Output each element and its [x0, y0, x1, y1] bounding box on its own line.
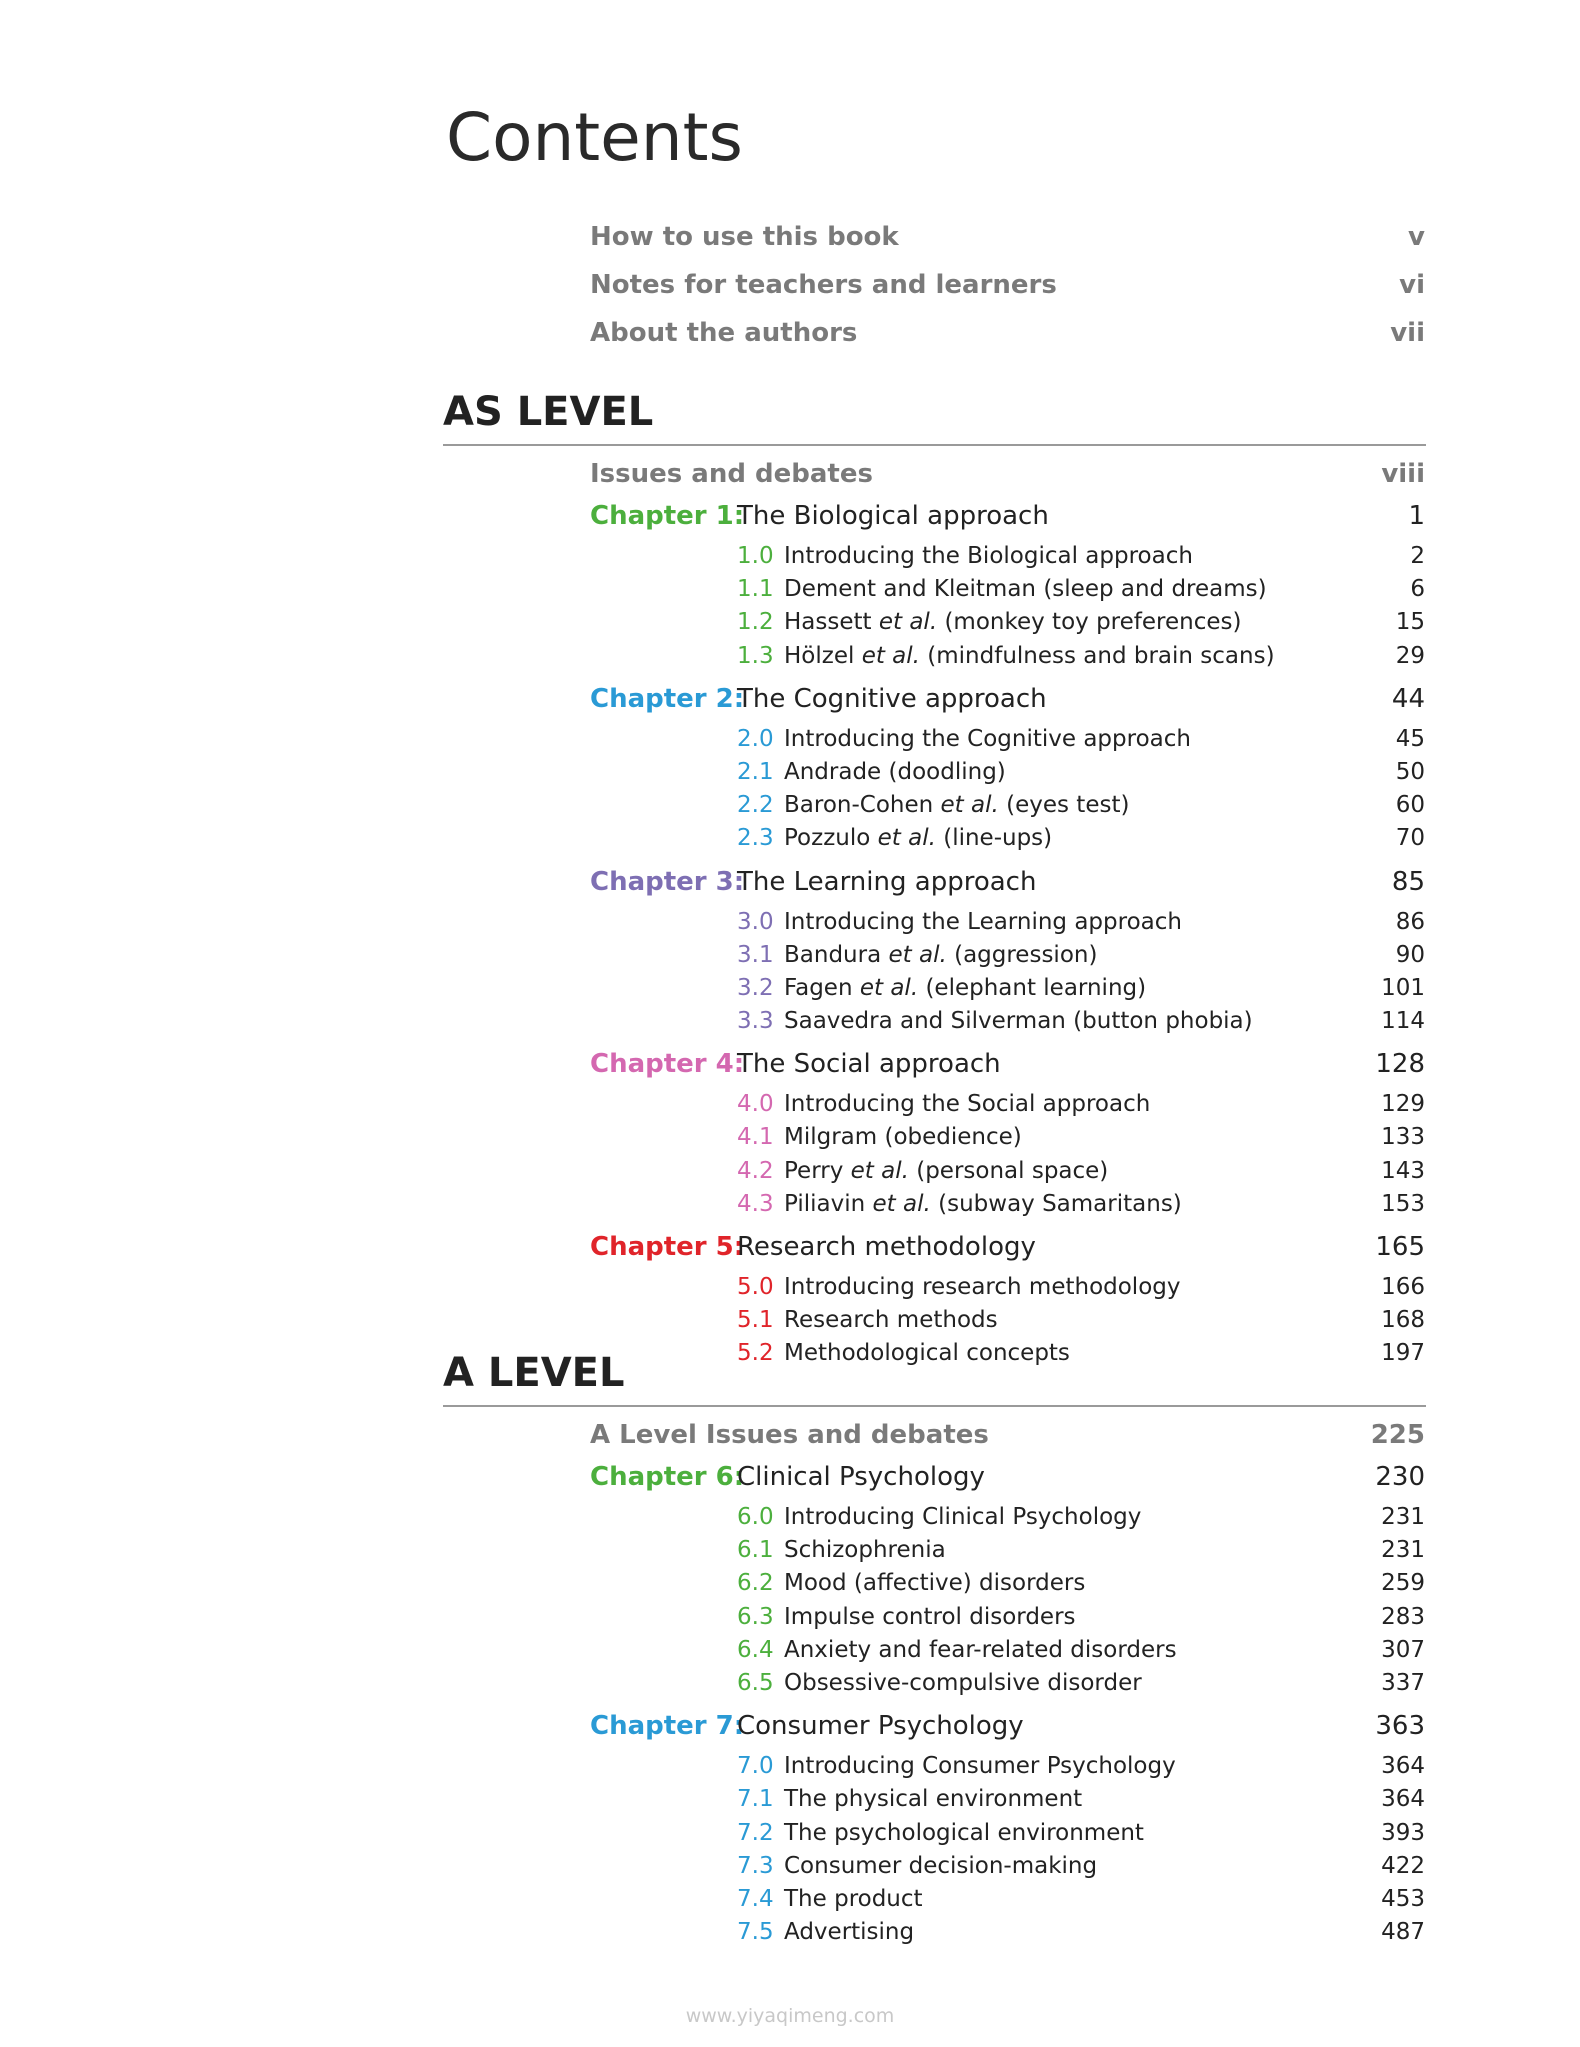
- section-row[interactable]: [590, 1919, 1425, 1952]
- front-matter: [590, 222, 1425, 366]
- section-number: 4.0: [737, 1091, 774, 1118]
- toc-text: vi: [1399, 270, 1425, 300]
- section-number: 7.2: [737, 1819, 774, 1846]
- section-title: Consumer decision-making: [784, 1852, 1098, 1879]
- as-level-header: [443, 389, 1426, 446]
- section-number: 3.3: [737, 1008, 774, 1035]
- section-number: 7.3: [737, 1852, 774, 1879]
- page-number: 231: [1381, 1537, 1425, 1564]
- section-number: 3.0: [737, 908, 774, 935]
- section-row[interactable]: [590, 975, 1425, 1008]
- chapter-title: The Learning approach: [737, 866, 1037, 897]
- page-title: Contents: [446, 99, 743, 176]
- section-number: 2.3: [737, 825, 774, 852]
- page-number: 487: [1381, 1919, 1425, 1946]
- toc-text: About the authors: [590, 318, 858, 348]
- section-row[interactable]: [590, 1886, 1425, 1919]
- section-row[interactable]: [590, 609, 1425, 642]
- section-title: Hölzel et al. (mindfulness and brain scans): [784, 642, 1275, 669]
- section-row[interactable]: [590, 726, 1425, 759]
- section-number: 1.3: [737, 642, 774, 669]
- chapter-title: The Cognitive approach: [737, 683, 1047, 714]
- section-title: Hassett et al. (monkey toy preferences): [784, 609, 1242, 636]
- front-matter-row[interactable]: [590, 270, 1425, 318]
- chapter-label: Chapter 2:: [590, 683, 745, 714]
- chapter-title: The Social approach: [737, 1049, 1001, 1080]
- issues-row[interactable]: [590, 1420, 1425, 1462]
- toc-text: viii: [1381, 459, 1425, 489]
- chapter-block-2: [590, 684, 1425, 859]
- section-row[interactable]: [590, 759, 1425, 792]
- section-title: Research methods: [784, 1307, 998, 1334]
- section-title: Bandura et al. (aggression): [784, 941, 1098, 968]
- page-number: 337: [1381, 1669, 1425, 1696]
- page-number: 85: [1391, 866, 1425, 897]
- section-title: Methodological concepts: [784, 1340, 1070, 1367]
- chapter-label: Chapter 1:: [590, 501, 745, 531]
- section-row[interactable]: [590, 1091, 1425, 1124]
- section-number: 1.2: [737, 609, 774, 636]
- section-title: Mood (affective) disorders: [784, 1570, 1086, 1597]
- page-number: 166: [1381, 1274, 1425, 1300]
- as-level-toc: [590, 459, 1425, 1382]
- section-row[interactable]: [590, 576, 1425, 609]
- front-matter-row[interactable]: [590, 318, 1425, 366]
- footer-watermark: www.yiyaqimeng.com: [685, 2005, 895, 2027]
- toc-text: A Level Issues and debates: [590, 1420, 989, 1450]
- chapter-label: Chapter 5:: [590, 1232, 745, 1262]
- section-number: 6.5: [737, 1669, 774, 1696]
- page-number: 363: [1375, 1711, 1425, 1742]
- section-title: Milgram (obedience): [784, 1124, 1022, 1151]
- page-number: 307: [1381, 1636, 1425, 1663]
- section-number: 7.5: [737, 1919, 774, 1946]
- section-row[interactable]: [590, 1637, 1425, 1670]
- section-row[interactable]: [590, 942, 1425, 975]
- section-row[interactable]: [590, 1753, 1425, 1786]
- page-number: 453: [1381, 1885, 1425, 1912]
- section-row[interactable]: [590, 792, 1425, 825]
- chapter-title: Research methodology: [737, 1232, 1036, 1262]
- section-number: 2.2: [737, 792, 774, 819]
- section-row[interactable]: [590, 1670, 1425, 1703]
- as-level-heading: AS LEVEL: [443, 389, 654, 435]
- toc-text: 225: [1370, 1420, 1425, 1450]
- section-number: 2.0: [737, 725, 774, 752]
- section-row[interactable]: [590, 1158, 1425, 1191]
- section-number: 6.3: [737, 1603, 774, 1630]
- section-number: 2.1: [737, 758, 774, 785]
- section-row[interactable]: [590, 1124, 1425, 1157]
- front-matter-row[interactable]: [590, 222, 1425, 270]
- chapter-label: Chapter 4:: [590, 1049, 745, 1080]
- chapter-block-1: [590, 501, 1425, 676]
- section-title: Introducing the Biological approach: [784, 543, 1193, 569]
- chapter-block-3: [590, 867, 1425, 1042]
- chapter-row[interactable]: [590, 1462, 1425, 1504]
- section-row[interactable]: [590, 909, 1425, 942]
- page-number: 133: [1381, 1124, 1425, 1151]
- section-number: 5.2: [737, 1340, 774, 1367]
- section-number: 1.0: [737, 543, 774, 569]
- page-number: 143: [1381, 1157, 1425, 1184]
- chapter-row[interactable]: [590, 1049, 1425, 1091]
- page-number: 197: [1381, 1340, 1425, 1367]
- section-number: 7.4: [737, 1885, 774, 1912]
- section-number: 7.0: [737, 1753, 774, 1780]
- page-number: 128: [1375, 1049, 1425, 1080]
- section-title: Fagen et al. (elephant learning): [784, 974, 1147, 1001]
- section-row[interactable]: [590, 1853, 1425, 1886]
- chapter-row[interactable]: [590, 684, 1425, 726]
- section-number: 4.2: [737, 1157, 774, 1184]
- section-row[interactable]: [590, 1537, 1425, 1570]
- chapter-row[interactable]: [590, 1232, 1425, 1274]
- a-level-heading: A LEVEL: [443, 1350, 625, 1396]
- page-number: 50: [1395, 758, 1425, 785]
- page-number: 259: [1381, 1570, 1425, 1597]
- page-number: 422: [1381, 1852, 1425, 1879]
- page-number: 231: [1381, 1504, 1425, 1530]
- section-number: 4.3: [737, 1190, 774, 1217]
- chapter-block-6: [590, 1462, 1425, 1703]
- chapter-label: Chapter 7:: [590, 1711, 745, 1742]
- section-title: Baron-Cohen et al. (eyes test): [784, 792, 1130, 819]
- chapter-row[interactable]: [590, 867, 1425, 909]
- section-title: Introducing research methodology: [784, 1274, 1181, 1300]
- section-row[interactable]: [590, 825, 1425, 858]
- page-number: 70: [1395, 825, 1425, 852]
- page-number: 2: [1410, 543, 1425, 569]
- section-number: 7.1: [737, 1786, 774, 1813]
- section-row[interactable]: [590, 1274, 1425, 1307]
- chapter-block-7: [590, 1711, 1425, 1952]
- section-title: Introducing the Cognitive approach: [784, 725, 1191, 752]
- page-number: 283: [1381, 1603, 1425, 1630]
- page-number: 393: [1381, 1819, 1425, 1846]
- toc-text: vii: [1390, 318, 1425, 348]
- section-title: Schizophrenia: [784, 1537, 946, 1564]
- section-row[interactable]: [590, 1191, 1425, 1224]
- section-number: 3.1: [737, 941, 774, 968]
- chapter-row[interactable]: [590, 501, 1425, 543]
- section-row[interactable]: [590, 1504, 1425, 1537]
- page-number: 129: [1381, 1091, 1425, 1118]
- section-number: 4.1: [737, 1124, 774, 1151]
- page-number: 101: [1381, 974, 1425, 1001]
- section-title: Saavedra and Silverman (button phobia): [784, 1008, 1253, 1035]
- section-row[interactable]: [590, 1307, 1425, 1340]
- section-row[interactable]: [590, 543, 1425, 576]
- section-title: Anxiety and fear-related disorders: [784, 1636, 1177, 1663]
- section-number: 5.0: [737, 1274, 774, 1300]
- section-title: Introducing Consumer Psychology: [784, 1753, 1176, 1780]
- section-row[interactable]: [590, 1786, 1425, 1819]
- chapter-label: Chapter 3:: [590, 866, 745, 897]
- page-number: 168: [1381, 1307, 1425, 1334]
- section-row[interactable]: [590, 1008, 1425, 1041]
- toc-text: v: [1408, 222, 1425, 252]
- page-number: 1: [1408, 501, 1425, 531]
- chapter-row[interactable]: [590, 1711, 1425, 1753]
- toc-text: Notes for teachers and learners: [590, 270, 1057, 300]
- page-number: 153: [1381, 1190, 1425, 1217]
- page-number: 29: [1395, 642, 1425, 669]
- toc-text: How to use this book: [590, 222, 899, 252]
- section-row[interactable]: [590, 1820, 1425, 1853]
- chapter-title: The Biological approach: [737, 501, 1049, 531]
- issues-row[interactable]: [590, 459, 1425, 501]
- section-row[interactable]: [590, 1570, 1425, 1603]
- page-number: 114: [1381, 1008, 1425, 1035]
- page-number: 60: [1395, 792, 1425, 819]
- section-number: 1.1: [737, 576, 774, 603]
- section-number: 5.1: [737, 1307, 774, 1334]
- section-title: Piliavin et al. (subway Samaritans): [784, 1190, 1182, 1217]
- section-title: Advertising: [784, 1919, 915, 1946]
- page-number: 364: [1381, 1786, 1425, 1813]
- section-title: Introducing the Social approach: [784, 1091, 1151, 1118]
- a-level-header: [443, 1350, 1426, 1407]
- page-number: 45: [1395, 725, 1425, 752]
- chapter-label: Chapter 6:: [590, 1462, 745, 1492]
- page-number: 230: [1375, 1462, 1425, 1492]
- page-number: 15: [1395, 609, 1425, 636]
- section-row[interactable]: [590, 1604, 1425, 1637]
- section-title: The psychological environment: [784, 1819, 1144, 1846]
- chapter-block-4: [590, 1049, 1425, 1224]
- section-number: 6.4: [737, 1636, 774, 1663]
- section-title: The physical environment: [784, 1786, 1083, 1813]
- a-level-toc: [590, 1420, 1425, 1960]
- page-number: 364: [1381, 1753, 1425, 1780]
- section-row[interactable]: [590, 643, 1425, 676]
- section-number: 6.2: [737, 1570, 774, 1597]
- chapter-title: Clinical Psychology: [737, 1462, 985, 1492]
- section-title: Dement and Kleitman (sleep and dreams): [784, 576, 1267, 603]
- section-number: 6.0: [737, 1504, 774, 1530]
- section-title: Introducing the Learning approach: [784, 908, 1182, 935]
- section-title: Pozzulo et al. (line-ups): [784, 825, 1053, 852]
- toc-text: Issues and debates: [590, 459, 873, 489]
- page-number: 90: [1395, 941, 1425, 968]
- section-title: Introducing Clinical Psychology: [784, 1504, 1142, 1530]
- section-title: The product: [784, 1885, 923, 1912]
- section-number: 6.1: [737, 1537, 774, 1564]
- page-number: 6: [1410, 576, 1425, 603]
- page-number: 44: [1391, 683, 1425, 714]
- page-number: 86: [1395, 908, 1425, 935]
- page-number: 165: [1375, 1232, 1425, 1262]
- chapter-title: Consumer Psychology: [737, 1711, 1024, 1742]
- section-title: Obsessive-compulsive disorder: [784, 1669, 1142, 1696]
- section-number: 3.2: [737, 974, 774, 1001]
- section-title: Impulse control disorders: [784, 1603, 1076, 1630]
- section-title: Andrade (doodling): [784, 758, 1006, 785]
- section-title: Perry et al. (personal space): [784, 1157, 1109, 1184]
